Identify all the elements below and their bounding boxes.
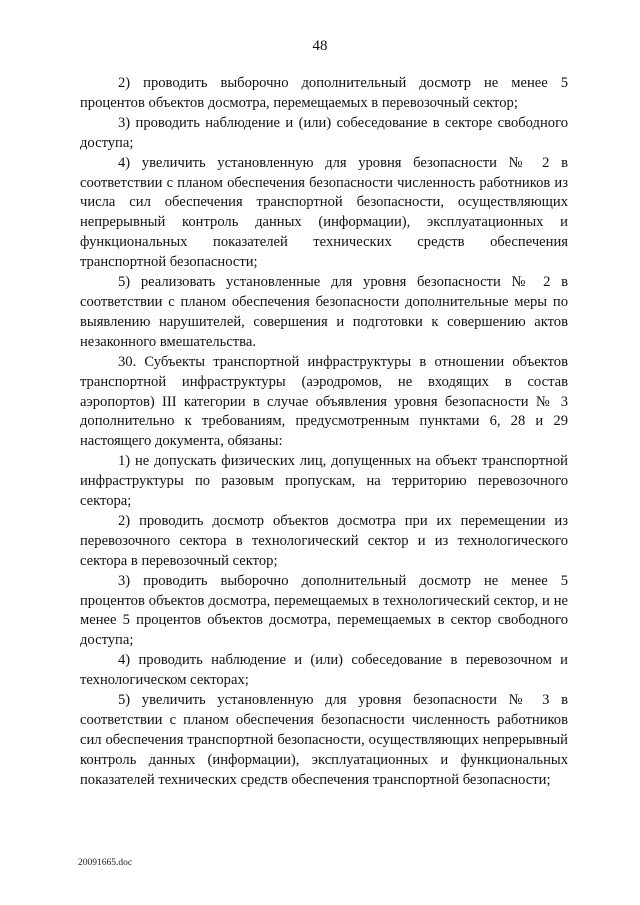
paragraph: 4) увеличить установленную для уровня безопасности № 2 в соответствии с планом обеспечения безопасности численность работников из числа сил обеспечения транспортной безопасности, осуществляющих непрерывный контроль данных (информации), эксплуатационных и функциональных показателей технических средств обеспечения транспортной безопасности; — [80, 154, 568, 271]
document-body — [80, 74, 568, 791]
paragraph: 3) проводить наблюдение и (или) собеседование в секторе свободного доступа; — [80, 114, 568, 151]
paragraph: 1) не допускать физических лиц, допущенных на объект транспортной инфраструктуры по разовым пропускам, на территорию перевозочного сектора; — [80, 453, 568, 510]
paragraph: 5) увеличить установленную для уровня безопасности № 3 в соответствии с планом обеспечения безопасности численность работников сил обеспечения транспортной безопасности, осуществляющих непрерывный контроль данных (информации), эксплуатационных и функциональных показателей технических средств обеспечения транспортной безопасности; — [80, 692, 568, 788]
paragraph: 30. Субъекты транспортной инфраструктуры в отношении объектов транспортной инфраструктуры (аэродромов, не входящих в состав аэропортов) III категории в случае объявления уровня безопасности № 3 дополнительно к требованиям, предусмотренным пунктами 6, 28 и 29 настоящего документа, обязаны: — [80, 353, 568, 450]
paragraph: 5) реализовать установленные для уровня безопасности № 2 в соответствии с планом обеспечения безопасности дополнительные меры по выявлению нарушителей, совершения и подготовки к совершению актов незаконного вмешательства. — [80, 274, 568, 350]
file-name-footer: 20091665.doc — [78, 858, 133, 868]
page-number: 48 — [312, 38, 328, 54]
paragraph: 2) проводить досмотр объектов досмотра при их перемещении из перевозочного сектора в технологический сектор и из технологического сектора в перевозочный сектор; — [80, 512, 568, 569]
paragraph: 4) проводить наблюдение и (или) собеседование в перевозочном и технологическом секторах; — [80, 652, 568, 689]
paragraph: 2) проводить выборочно дополнительный досмотр не менее 5 процентов объектов досмотра, перемещаемых в перевозочный сектор; — [80, 75, 568, 111]
paragraph: 3) проводить выборочно дополнительный досмотр не менее 5 процентов объектов досмотра, перемещаемых в технологический сектор, и не менее 5 процентов объектов досмотра, перемещаемых в сектор свободного доступа; — [80, 572, 568, 649]
